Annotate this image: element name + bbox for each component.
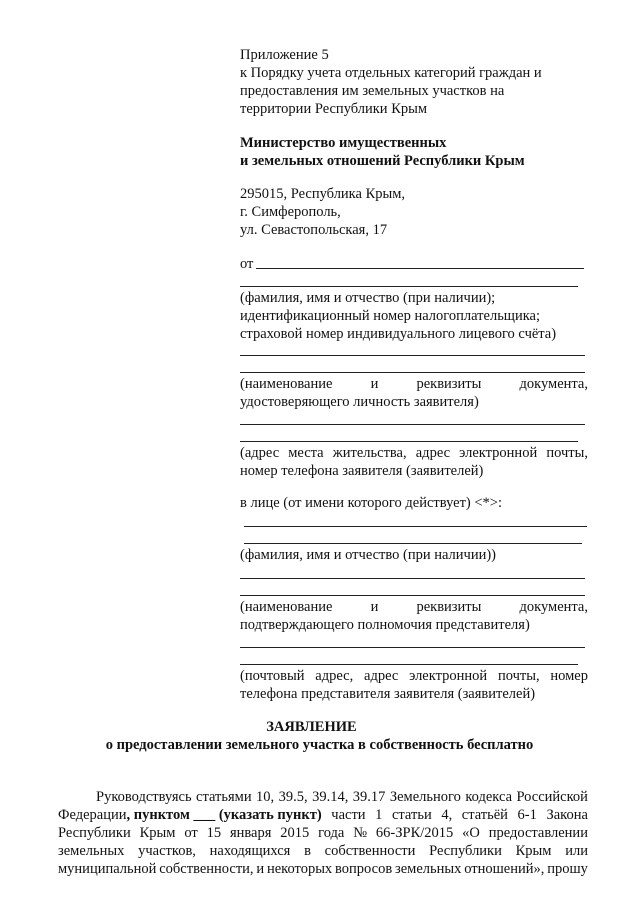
body-word: 4, (441, 807, 453, 823)
body-word: прошу (547, 861, 588, 877)
body-word: 6-1 (517, 807, 537, 823)
hint-fio-line-2: идентификационный номер налогоплательщика; (240, 308, 541, 324)
address-line-3: ул. Севастопольская, 17 (240, 222, 388, 238)
fill-line (240, 664, 578, 665)
hint-doc-line-2: удостоверяющего личность заявителя) (240, 394, 479, 410)
body-word: Крым (139, 825, 176, 841)
body-word: предоставлении (488, 825, 588, 841)
from-field-line (256, 268, 584, 269)
body-line-3 (58, 824, 588, 842)
body-word: № (353, 825, 368, 841)
body-word: 10, (256, 789, 275, 805)
ministry-line-1: Министерство имущественных (240, 135, 447, 151)
body-word: Республики (58, 825, 131, 841)
body-word: в (304, 843, 311, 859)
hint-fio-line-3: страховой номер индивидуального лицевого счёта) (240, 326, 557, 342)
body-word: года (318, 825, 345, 841)
hint-rep-addr-line-1: (почтовый адрес, адрес электронной почты, номер (240, 668, 588, 684)
body-word: 1 (375, 807, 383, 823)
hint-rep-fio: (фамилия, имя и отчество (при наличии)) (240, 547, 497, 563)
body-word: Крым (515, 843, 552, 859)
hint-rep-doc-line-1: (наименование и реквизиты документа, (240, 599, 588, 615)
body-line-1 (96, 788, 588, 806)
body-word: отношений», (464, 861, 545, 877)
body-word: Земельного (389, 789, 461, 805)
fill-line (240, 424, 585, 425)
body-word: января (229, 825, 272, 841)
appendix-line-1: Приложение 5 (240, 47, 329, 63)
hint-addr-line-1: (адрес места жительства, адрес электронной почты, (240, 445, 588, 461)
body-word: муниципальной (58, 861, 157, 877)
hint-doc-line-1: (наименование и реквизиты документа, (240, 376, 588, 392)
body-word: собственности, (159, 861, 254, 877)
body-word: собственности (324, 843, 416, 859)
address-line-1: 295015, Республика Крым, (240, 186, 406, 202)
body-federation: Федерации (58, 807, 127, 823)
body-line-4 (58, 842, 588, 860)
body-word: земельных (395, 861, 462, 877)
body-word: 66-ЗРК/2015 (375, 825, 454, 841)
from-field-line-2 (240, 286, 578, 287)
body-word: статьёй (461, 807, 508, 823)
body-word: 39.5, (278, 789, 308, 805)
body-word: некоторых (266, 861, 333, 877)
body-line-5 (58, 860, 588, 878)
body-word: вопросов (335, 861, 393, 877)
body-word: «О (462, 825, 480, 841)
body-word: статьи (391, 807, 432, 823)
fill-line (240, 647, 585, 648)
fill-line (240, 372, 585, 373)
body-word: находящихся (209, 843, 291, 859)
body-word: Закона (546, 807, 588, 823)
body-word: или (565, 843, 588, 859)
body-word: участков, (138, 843, 196, 859)
body-word: от (184, 825, 198, 841)
hint-rep-addr-line-2: телефона представителя заявителя (заявителей) (240, 686, 536, 702)
appendix-line-3: предоставления им земельных участков на (240, 83, 505, 99)
document-subtitle: о предоставлении земельного участка в собственность бесплатно (105, 737, 534, 753)
body-point-placeholder: , пунктом ___ (указать пункт) (126, 807, 322, 823)
from-label: от (240, 256, 254, 272)
fill-line (240, 441, 578, 442)
body-word: Российской (516, 789, 588, 805)
body-word: кодекса (465, 789, 513, 805)
body-word: 15 (206, 825, 222, 841)
address-line-2: г. Симферополь, (240, 204, 341, 220)
body-word: земельных (58, 843, 125, 859)
body-word: 2015 (280, 825, 310, 841)
fill-line (240, 595, 585, 596)
appendix-line-4: территории Республики Крым (240, 101, 428, 117)
fill-line (240, 355, 585, 356)
hint-fio-line-1: (фамилия, имя и отчество (при наличии); (240, 290, 496, 306)
fill-line (244, 543, 582, 544)
body-word: 39.14, (312, 789, 349, 805)
document-title: ЗАЯВЛЕНИЕ (266, 719, 357, 735)
hint-rep-doc-line-2: подтверждающего полномочия представителя) (240, 617, 530, 633)
appendix-line-2: к Порядку учета отдельных категорий граждан и (240, 65, 542, 81)
body-word: Руководствуясь (96, 789, 192, 805)
hint-addr-line-2: номер телефона заявителя (заявителей) (240, 463, 484, 479)
body-line-2 (58, 806, 588, 824)
body-word: части (331, 807, 366, 823)
body-word: 39.17 (352, 789, 386, 805)
body-word: и (256, 861, 265, 877)
body-word: статьями (196, 789, 252, 805)
on-behalf-label: в лице (от имени которого действует) <*>: (240, 495, 502, 511)
fill-line (240, 578, 585, 579)
fill-line (244, 526, 587, 527)
body-word: Республики (429, 843, 502, 859)
ministry-line-2: и земельных отношений Республики Крым (240, 153, 525, 169)
